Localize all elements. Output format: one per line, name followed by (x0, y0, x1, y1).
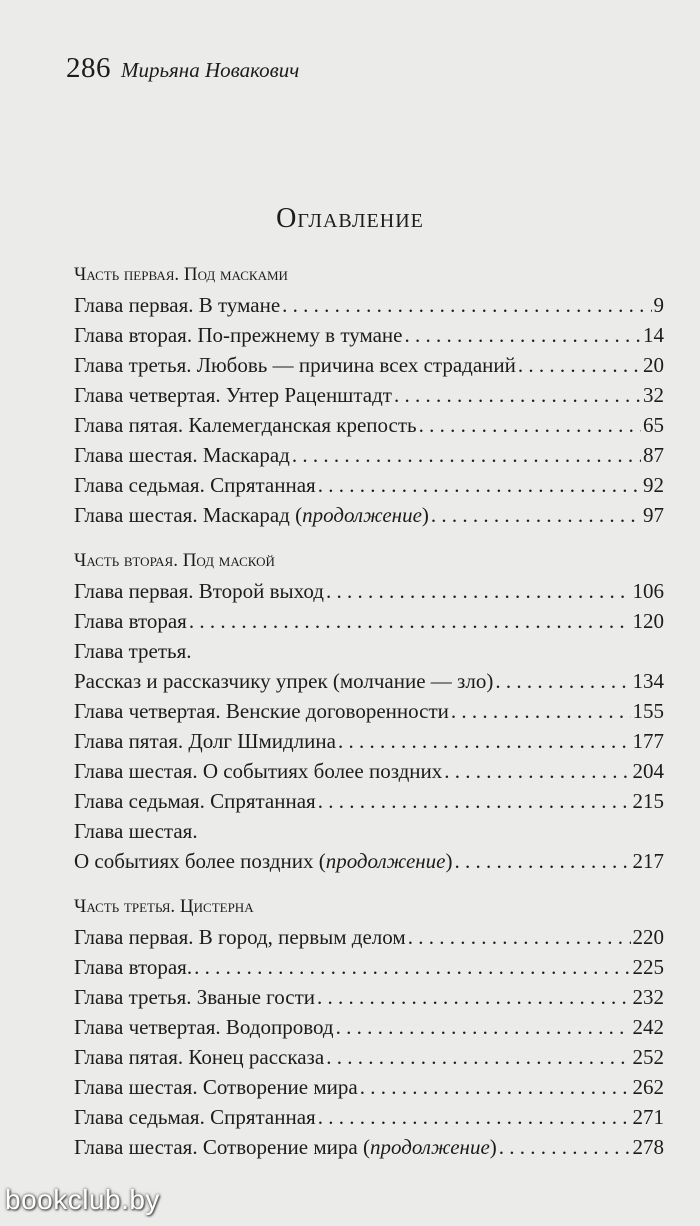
dot-leader (282, 290, 651, 320)
toc-entry-page: 242 (632, 1015, 664, 1039)
toc-entry (74, 756, 664, 786)
toc-entry-page: 92 (643, 473, 664, 497)
toc-entry (74, 410, 664, 440)
toc-entry-title (74, 846, 453, 876)
toc-entry-page: 215 (632, 789, 664, 813)
toc-entry-title (74, 1072, 358, 1102)
toc-entry-title (74, 786, 316, 816)
toc-entry (74, 440, 664, 470)
toc-entry-page: 220 (632, 925, 664, 949)
toc-entry-title-text: Глава четвертая. Водопровод (74, 1015, 334, 1039)
toc-entry (74, 1012, 664, 1042)
toc-entry-page: 271 (632, 1105, 664, 1129)
toc-entry-title-text: Глава четвертая. Унтер Раценштадт (74, 383, 392, 407)
toc-entry (74, 982, 664, 1012)
toc-entry-title (74, 470, 316, 500)
toc-entry-page: 225 (632, 955, 664, 979)
toc-entry-title-text: Глава первая. В тумане (74, 293, 281, 317)
toc-entry-title (74, 982, 315, 1012)
toc-entry (74, 500, 664, 530)
dot-leader (394, 380, 641, 410)
toc-entry-title-text: Глава первая. В город, первым делом (74, 925, 406, 949)
toc-entry-page: 32 (643, 383, 664, 407)
dot-leader (404, 320, 641, 350)
table-of-contents (74, 260, 664, 1162)
toc-entry-title-text: Глава седьмая. Спрятанная (74, 473, 316, 497)
dot-leader (499, 1132, 631, 1162)
toc-entry-title (74, 380, 392, 410)
toc-entry (74, 470, 664, 500)
toc-entry-title-italic: продолжение (302, 503, 422, 527)
part-spacer (74, 530, 664, 546)
toc-entry-page: 217 (632, 849, 664, 873)
toc-entry-title-text: Глава шестая. Сотворение мира ( (74, 1135, 370, 1159)
dot-leader (419, 410, 641, 440)
toc-entry-title (74, 952, 192, 982)
toc-entry-page: 278 (632, 1135, 664, 1159)
toc-entry-title (74, 816, 198, 846)
toc-entry-title (74, 1102, 316, 1132)
dot-leader (194, 952, 630, 982)
toc-entry-page: 97 (643, 503, 664, 527)
toc-entry-page: 87 (643, 443, 664, 467)
dot-leader (408, 922, 631, 952)
toc-entry-page: 14 (643, 323, 664, 347)
toc-entry-title-text: Глава первая. Второй выход (74, 579, 324, 603)
toc-entry-title-text: Глава шестая. Маскарад (74, 443, 290, 467)
toc-entry-title-text: Глава вторая. (74, 955, 193, 979)
toc-entry-title-text: Глава пятая. Долг Шмидлина (74, 729, 336, 753)
toc-entry (74, 320, 664, 350)
toc-entry (74, 666, 664, 696)
toc-entry (74, 606, 664, 636)
part-title: Часть первая. Под масками (74, 264, 288, 285)
dot-leader (317, 982, 631, 1012)
toc-entry (74, 786, 664, 816)
dot-leader (336, 1012, 631, 1042)
toc-entry-title-text: Глава третья. Любовь — причина всех страданий (74, 353, 516, 377)
page-number: 286 (66, 52, 111, 84)
part-title: Часть вторая. Под маской (74, 550, 275, 571)
running-title: Мирьяна Новакович (121, 58, 300, 82)
toc-entry-title-italic: продолжение (369, 1135, 490, 1159)
toc-entry (74, 696, 664, 726)
watermark: bookclub.by (5, 1184, 160, 1215)
toc-entry-title (74, 1012, 334, 1042)
toc-entry-page: 155 (632, 699, 664, 723)
toc-entry (74, 952, 664, 982)
dot-leader (292, 440, 641, 470)
toc-entry-title-text: Глава шестая. Сотворение мира (74, 1075, 358, 1099)
toc-entry-title-text: Глава вторая. По-прежнему в тумане (74, 323, 403, 347)
part-spacer (74, 876, 664, 892)
toc-entry-page: 232 (632, 985, 664, 1009)
toc-entry (74, 290, 664, 320)
toc-entry-title-text: Глава седьмая. Спрятанная (74, 789, 316, 813)
toc-entry-title-italic: продолжение (325, 849, 446, 873)
toc-entry-title (74, 410, 417, 440)
toc-entry-title (74, 922, 406, 952)
toc-entry-title (74, 576, 324, 606)
dot-leader (326, 1042, 630, 1072)
toc-entry-title-text: О событиях более поздних ( (74, 849, 326, 873)
toc-entry-title-text: Рассказ и рассказчику упрек (молчание — зло) (74, 669, 494, 693)
toc-entry-title (74, 440, 290, 470)
toc-entry (74, 576, 664, 606)
toc-entry-title (74, 500, 429, 530)
toc-entry-title (74, 606, 187, 636)
dot-leader (318, 470, 641, 500)
toc-entry (74, 726, 664, 756)
part-title: Часть третья. Цистерна (74, 896, 254, 917)
toc-entry-page: 9 (653, 293, 664, 317)
toc-entry-title (74, 320, 402, 350)
dot-leader (495, 666, 630, 696)
toc-entry-title (74, 290, 280, 320)
toc-entry-title-closing: ) (489, 1135, 497, 1159)
toc-entry-title-text: Глава третья. (74, 639, 192, 663)
toc-entry-title-text: Глава вторая (74, 609, 187, 633)
toc-entry-page: 262 (632, 1075, 664, 1099)
toc-entry-title-text: Глава шестая. О событиях более поздних (74, 759, 443, 783)
toc-entry-page: 65 (643, 413, 664, 437)
dot-leader (338, 726, 631, 756)
toc-entry-title (74, 1132, 497, 1162)
toc-entry (74, 846, 664, 876)
toc-entry-title-text: Глава пятая. Калемегданская крепость (74, 413, 417, 437)
dot-leader (451, 696, 631, 726)
toc-entry-page: 120 (632, 609, 664, 633)
toc-entry-title (74, 696, 449, 726)
toc-entry-title (74, 1042, 324, 1072)
toc-entry-title-closing: ) (421, 503, 429, 527)
toc-entry-page: 204 (632, 759, 664, 783)
toc-entry-title-text: Глава седьмая. Спрятанная (74, 1105, 316, 1129)
dot-leader (518, 350, 641, 380)
toc-entry-title-text: Глава четвертая. Венские договоренности (74, 699, 449, 723)
toc-entry-page: 134 (632, 669, 664, 693)
toc-entry-page: 252 (632, 1045, 664, 1069)
page-header (66, 52, 299, 85)
toc-entry (74, 816, 664, 846)
toc-entry-title-text: Глава пятая. Конец рассказа (74, 1045, 325, 1069)
toc-entry-title (74, 350, 516, 380)
toc-entry (74, 380, 664, 410)
toc-entry (74, 1072, 664, 1102)
dot-leader (431, 500, 641, 530)
dot-leader (189, 606, 631, 636)
toc-entry-page: 106 (632, 579, 664, 603)
toc-entry (74, 1132, 664, 1162)
dot-leader (455, 846, 631, 876)
toc-entry-title-text: Глава шестая. (74, 819, 198, 843)
toc-entry-title (74, 756, 442, 786)
toc-entry-title (74, 666, 493, 696)
toc-entry (74, 350, 664, 380)
toc-entry (74, 636, 664, 666)
toc-entry-page: 177 (632, 729, 664, 753)
toc-entry (74, 1102, 664, 1132)
toc-entry-title-text: Глава третья. Званые гости (74, 985, 315, 1009)
toc-entry (74, 1042, 664, 1072)
toc-entry-page: 20 (643, 353, 664, 377)
dot-leader (318, 1102, 631, 1132)
toc-entry-title-text: Глава шестая. Маскарад ( (74, 503, 303, 527)
dot-leader (444, 756, 630, 786)
dot-leader (360, 1072, 631, 1102)
dot-leader (326, 576, 631, 606)
toc-heading: Оглавление (276, 203, 424, 234)
dot-leader (318, 786, 631, 816)
toc-entry (74, 922, 664, 952)
toc-entry-title (74, 726, 336, 756)
toc-entry-title (74, 636, 192, 666)
toc-entry-title-closing: ) (445, 849, 453, 873)
